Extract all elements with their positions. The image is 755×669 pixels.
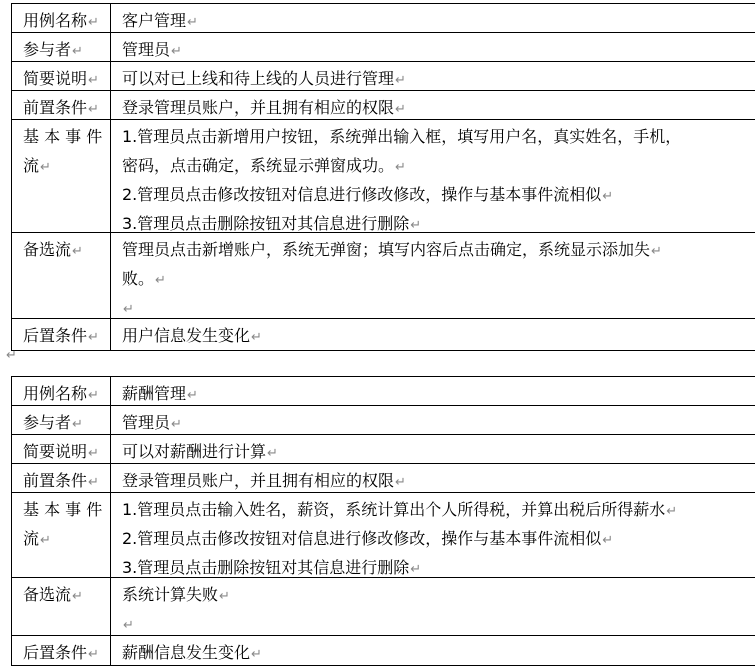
table-row (11, 376, 755, 406)
row-value-line: 3.管理员点击删除按钮对其信息进行删除↵ (122, 214, 422, 233)
row-label (11, 120, 111, 233)
paragraph-mark: ↵ (6, 348, 17, 363)
row-label-line: 简要说明↵ (23, 69, 99, 88)
row-value-line: 管理员点击新增账户，系统无弹窗；填写内容后点击确定，系统显示添加失↵ (122, 240, 662, 259)
paragraph-mark: ↵ (72, 417, 83, 432)
paragraph-mark: ↵ (88, 647, 99, 662)
paragraph-mark: ↵ (72, 244, 83, 259)
row-label-line: 流↵ (23, 156, 51, 175)
row-value-line: 薪酬信息发生变化↵ (122, 643, 262, 662)
paragraph-mark: ↵ (651, 244, 662, 259)
row-value-line: 可以对薪酬进行计算↵ (122, 442, 278, 461)
paragraph-mark: ↵ (88, 330, 99, 345)
row-value-line: 2.管理员点击修改按钮对信息进行修改修改，操作与基本事件流相似↵ (122, 185, 614, 204)
row-label-line: 简要说明↵ (23, 442, 99, 461)
row-value-line: 客户管理↵ (122, 11, 198, 30)
row-value (111, 493, 755, 578)
row-label (11, 91, 111, 120)
table-row (11, 434, 755, 464)
paragraph-mark: ↵ (187, 388, 198, 403)
paragraph-mark: ↵ (410, 218, 422, 233)
paragraph-mark: ↵ (395, 73, 406, 88)
row-label (11, 377, 111, 406)
row-value-line: 登录管理员账户，并且拥有相应的权限↵ (122, 471, 406, 490)
row-value-line: 2.管理员点击修改按钮对信息进行修改修改，操作与基本事件流相似↵ (122, 529, 614, 548)
row-label-line: 前置条件↵ (23, 471, 99, 490)
row-label-line: 基 本 事 件 (23, 127, 103, 146)
paragraph-mark: ↵ (88, 102, 99, 117)
row-value-line: 薪酬管理↵ (122, 384, 198, 403)
row-label-line: 基 本 事 件 (23, 500, 103, 519)
paragraph-mark: ↵ (88, 475, 99, 490)
table-row (11, 232, 755, 319)
row-value (111, 406, 755, 435)
table-row (11, 577, 755, 636)
paragraph-mark: ↵ (72, 589, 83, 604)
paragraph-mark: ↵ (395, 475, 406, 490)
row-label (11, 33, 111, 62)
row-value-line: 密码，点击确定，系统显示弹窗成功。↵ (122, 156, 406, 175)
row-label (11, 233, 111, 319)
table-row (11, 90, 755, 120)
paragraph-mark: ↵ (602, 189, 614, 204)
row-value (111, 464, 755, 493)
row-label (11, 578, 111, 636)
paragraph-mark: ↵ (123, 618, 134, 633)
row-value-line: 管理员↵ (122, 413, 182, 432)
paragraph-mark: ↵ (251, 647, 262, 662)
paragraph-mark: ↵ (40, 160, 51, 175)
row-value (111, 62, 755, 91)
paragraph-mark: ↵ (171, 417, 182, 432)
row-value (111, 319, 755, 350)
row-value-line: 败。↵ (122, 269, 166, 288)
table-row (11, 463, 755, 493)
paragraph-mark: ↵ (171, 44, 182, 59)
paragraph-mark: ↵ (40, 533, 51, 548)
paragraph-mark: ↵ (187, 15, 198, 30)
paragraph-mark: ↵ (267, 446, 278, 461)
row-label (11, 493, 111, 578)
row-value (111, 4, 755, 33)
row-label-line: 用例名称↵ (23, 11, 99, 30)
row-label (11, 62, 111, 91)
row-label-line: 后置条件↵ (23, 326, 99, 345)
row-value (111, 578, 755, 636)
row-value-line (122, 295, 755, 319)
row-value-line: 用户信息发生变化↵ (122, 326, 262, 345)
row-label (11, 435, 111, 464)
row-value (111, 636, 755, 665)
row-value-line: 登录管理员账户，并且拥有相应的权限↵ (122, 98, 406, 117)
paragraph-mark: ↵ (251, 330, 262, 345)
paragraph-mark: ↵ (88, 15, 99, 30)
paragraph-mark: ↵ (123, 302, 134, 317)
paragraph-mark: ↵ (395, 160, 406, 175)
row-label (11, 636, 111, 665)
row-label (11, 4, 111, 33)
row-label-line: 备选流↵ (23, 240, 83, 259)
row-label (11, 319, 111, 350)
row-label-line: 参与者↵ (23, 413, 83, 432)
row-value-line (122, 611, 755, 636)
row-value-line: 可以对已上线和待上线的人员进行管理↵ (122, 69, 406, 88)
paragraph-mark: ↵ (666, 504, 678, 519)
row-label-line: 参与者↵ (23, 40, 83, 59)
row-value-line: 1.管理员点击新增用户按钮，系统弹出输入框，填写用户名，真实姓名，手机， (122, 127, 682, 146)
paragraph-mark: ↵ (72, 44, 83, 59)
paragraph-mark: ↵ (88, 446, 99, 461)
row-value-line: 1.管理员点击输入姓名，薪资，系统计算出个人所得税，并算出税后所得薪水↵ (122, 500, 678, 519)
paragraph-mark: ↵ (395, 102, 406, 117)
row-value (111, 120, 755, 233)
paragraph-mark: ↵ (410, 562, 422, 577)
table-row (11, 405, 755, 435)
table-row (11, 3, 755, 33)
row-label-line: 用例名称↵ (23, 384, 99, 403)
table-row (11, 61, 755, 91)
row-label-line: 备选流↵ (23, 585, 83, 604)
paragraph-mark: ↵ (88, 388, 99, 403)
paragraph-mark: ↵ (219, 589, 230, 604)
row-value (111, 33, 755, 62)
paragraph-mark: ↵ (155, 273, 166, 288)
row-label-line: 后置条件↵ (23, 643, 99, 662)
table-row (11, 32, 755, 62)
row-value-line: 系统计算失败↵ (122, 585, 230, 604)
row-value (111, 377, 755, 406)
row-label (11, 464, 111, 493)
row-value-line: 3.管理员点击删除按钮对其信息进行删除↵ (122, 558, 422, 577)
table-row (11, 492, 755, 578)
table-row (11, 635, 755, 666)
table-row (11, 119, 755, 233)
row-label (11, 406, 111, 435)
row-value (111, 91, 755, 120)
row-value-line: 管理员↵ (122, 40, 182, 59)
row-label-line: 前置条件↵ (23, 98, 99, 117)
row-value (111, 435, 755, 464)
row-label-line: 流↵ (23, 529, 51, 548)
paragraph-mark: ↵ (88, 73, 99, 88)
table-row (11, 318, 755, 351)
row-value (111, 233, 755, 319)
paragraph-mark: ↵ (602, 533, 614, 548)
